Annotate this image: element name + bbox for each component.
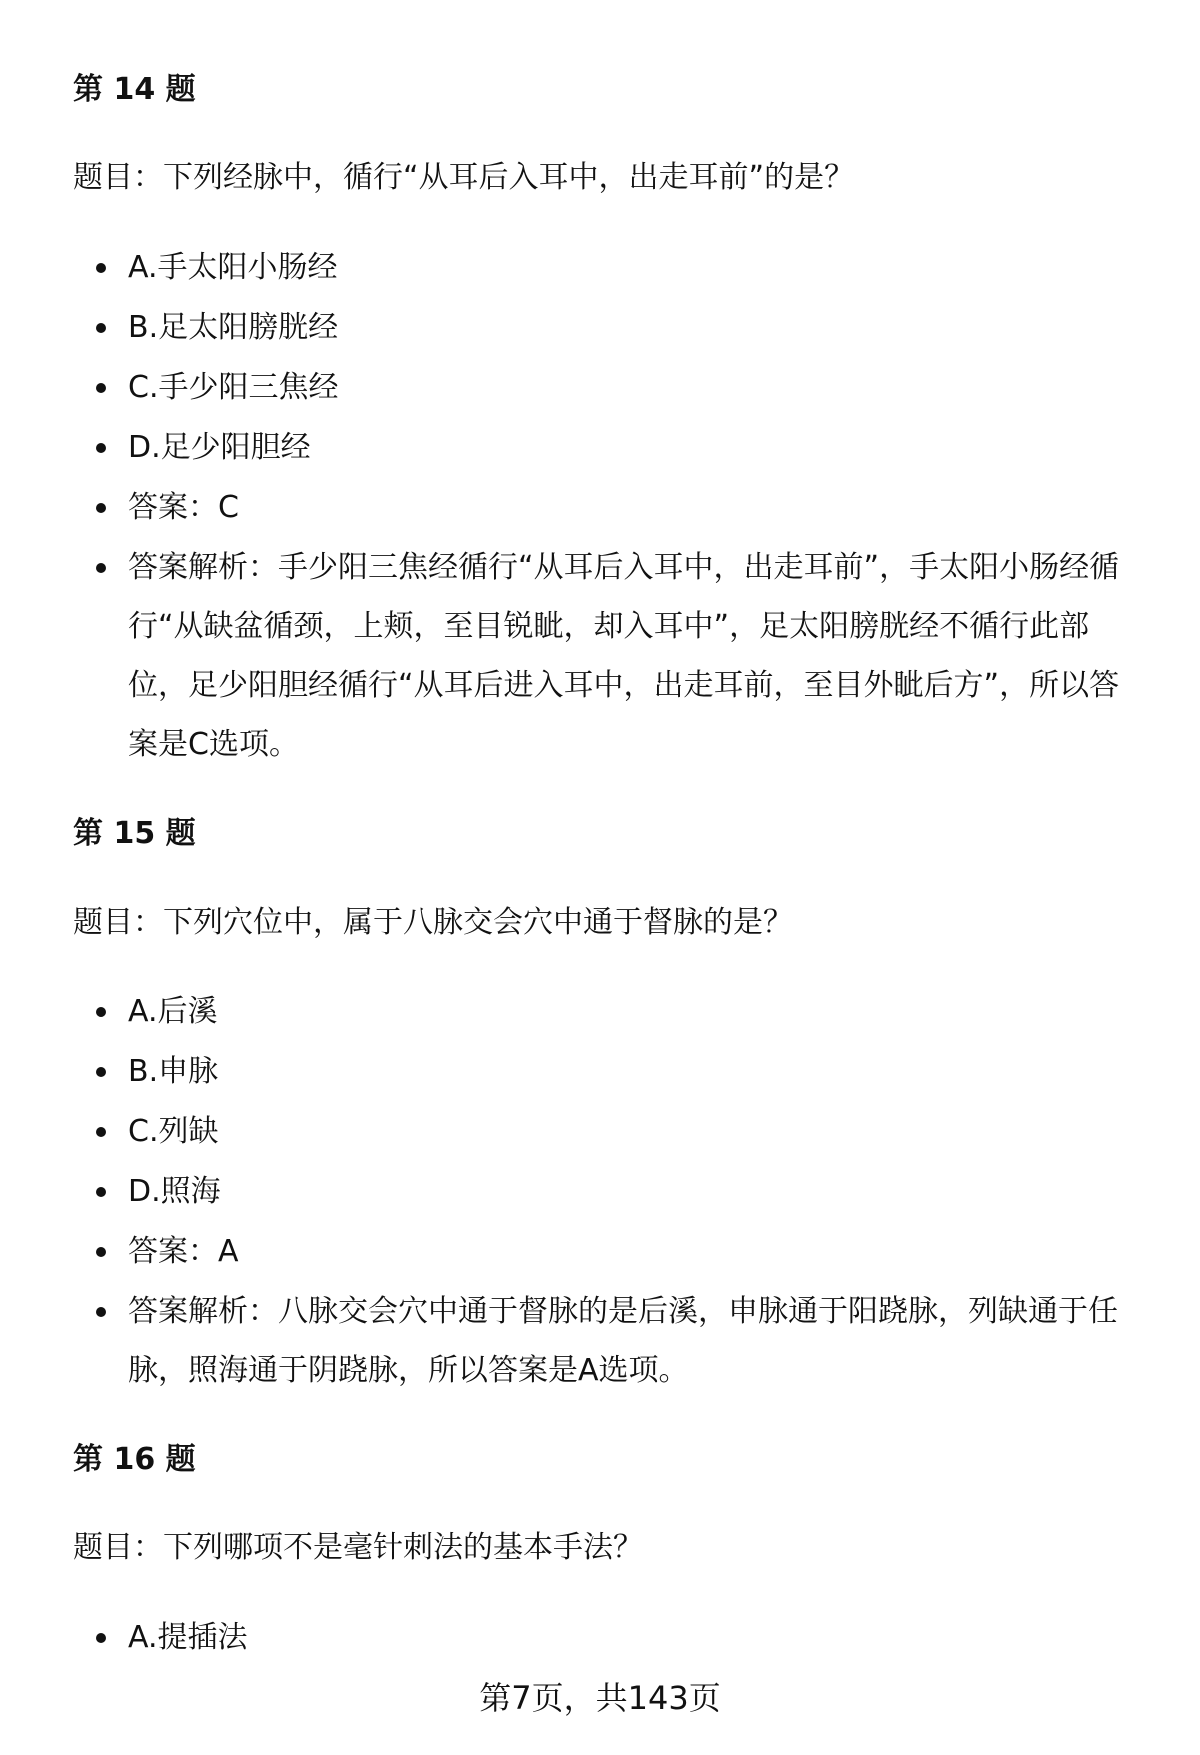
option-item: D.足少阳胆经 xyxy=(0,418,1200,478)
option-item: C.手少阳三焦经 xyxy=(0,358,1200,418)
option-item: B.申脉 xyxy=(0,1042,1200,1102)
option-list xyxy=(0,1608,1200,1668)
answer-item: 答案：A xyxy=(0,1222,1200,1282)
option-item: A.后溪 xyxy=(0,982,1200,1042)
option-item: A.提插法 xyxy=(0,1608,1200,1668)
explanation-item: 答案解析：手少阳三焦经循行“从耳后入耳中，出走耳前”，手太阳小肠经循行“从缺盆循颈，上颊，至目锐眦，却入耳中”，足太阳膀胱经不循行此部位，足少阳胆经循行“从耳后进入耳中，出走耳前，至目外眦后方”，所以答案是C选项。 xyxy=(0,538,1200,774)
option-item: C.列缺 xyxy=(0,1102,1200,1162)
answer-item: 答案：C xyxy=(0,478,1200,538)
option-item: D.照海 xyxy=(0,1162,1200,1222)
page-number-footer: 第7页，共143页 xyxy=(479,1679,721,1717)
question-title: 第 15 题 xyxy=(73,816,196,851)
question-stem: 题目：下列经脉中，循行“从耳后入耳中，出走耳前”的是？ xyxy=(73,160,855,195)
question-title: 第 14 题 xyxy=(73,72,196,107)
option-list xyxy=(0,238,1200,774)
explanation-item: 答案解析：八脉交会穴中通于督脉的是后溪，申脉通于阳跷脉，列缺通于任脉，照海通于阴跷脉，所以答案是A选项。 xyxy=(0,1282,1200,1400)
question-stem: 题目：下列穴位中，属于八脉交会穴中通于督脉的是？ xyxy=(73,905,793,940)
question-title: 第 16 题 xyxy=(73,1442,196,1477)
option-list xyxy=(0,982,1200,1400)
option-item: A.手太阳小肠经 xyxy=(0,238,1200,298)
question-stem: 题目：下列哪项不是毫针刺法的基本手法？ xyxy=(73,1530,643,1565)
option-item: B.足太阳膀胱经 xyxy=(0,298,1200,358)
